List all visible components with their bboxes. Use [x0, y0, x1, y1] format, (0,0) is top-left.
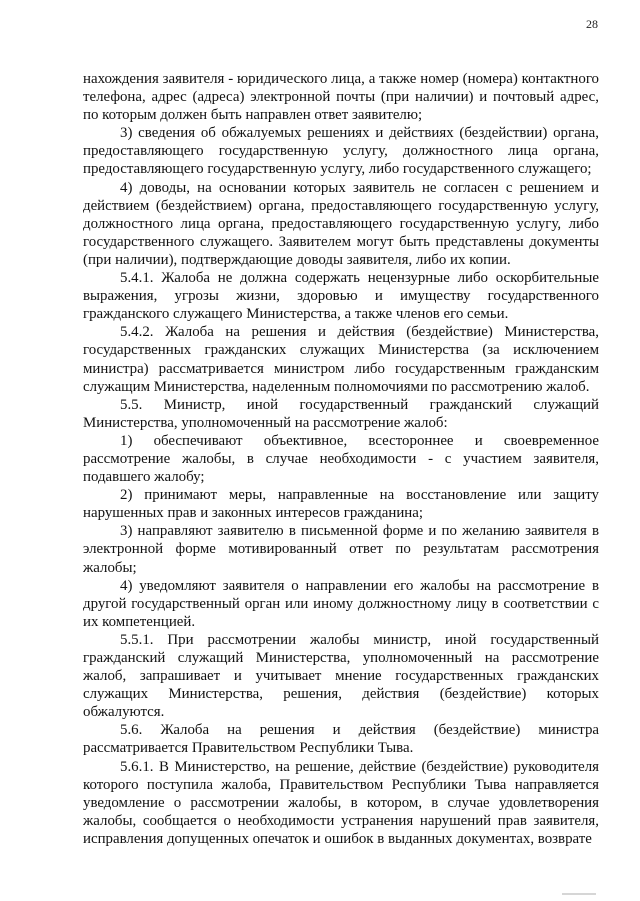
paragraph-5-4-1: 5.4.1. Жалоба не должна содержать нецензурные либо оскорбительные выражения, угрозы жизни, здоровью и имуществу государственного гражданского служащего Министерства, а также членов его семьи.	[83, 270, 599, 323]
paragraph-5-5-item-3: 3) направляют заявителю в письменной форме и по желанию заявителя в электронной форме мотивированный ответ по результатам рассмотрения жалобы;	[83, 523, 599, 576]
paragraph-continuation: нахождения заявителя - юридического лица, а также номер (номера) контактного телефона, адрес (адреса) электронной почты (при наличии) и почтовый адрес, по которым должен быть направлен ответ заявителю;	[83, 71, 599, 124]
scan-artifact	[562, 893, 596, 895]
paragraph-5-5-1: 5.5.1. При рассмотрении жалобы министр, иной государственный гражданский служащий Министерства, уполномоченный на рассмотрение жалоб, запрашивает и учитывает мнение государственных гражданских служащих Министерства, решения, действия (бездействие) которых обжалуются.	[83, 631, 599, 721]
paragraph-5-6-1: 5.6.1. В Министерство, на решение, действие (бездействие) руководителя которого поступила жалоба, Правительством Республики Тыва направляется уведомление о рассмотрении жалобы, в котором, в случае удовлетворения жалобы, сообщается о необходимости устранения нарушений прав заявителя, исправления допущенных опечаток и ошибок в выданных документах, возврате	[83, 758, 599, 847]
paragraph-5-5-item-1: 1) обеспечивают объективное, всестороннее и своевременное рассмотрение жалобы, в случае необходимости - с участием заявителя, подавшего жалобу;	[83, 432, 599, 486]
paragraph-5-5-item-4: 4) уведомляют заявителя о направлении его жалобы на рассмотрение в другой государственный орган или иному должностному лицу в соответствии с их компетенцией.	[83, 577, 599, 630]
paragraph-5-5-item-2: 2) принимают меры, направленные на восстановление или защиту нарушенных прав и законных интересов гражданина;	[83, 487, 599, 522]
page-number: 28	[586, 17, 598, 31]
document-body	[83, 70, 599, 848]
paragraph-item-4: 4) доводы, на основании которых заявитель не согласен с решением и действием (бездействием) органа, предоставляющего государственную услугу, должностного лица органа, предоставляющего государственную услугу, либо государственного служащего. Заявителем могут быть представлены документы (при наличии), подтверждающие доводы заявителя, либо их копии.	[83, 179, 599, 268]
paragraph-5-5: 5.5. Министр, иной государственный гражданский служащий Министерства, уполномоченный на рассмотрение жалоб:	[83, 396, 599, 431]
paragraph-5-6: 5.6. Жалоба на решения и действия (бездействие) министра рассматривается Правительством Республики Тыва.	[83, 722, 599, 757]
paragraph-5-4-2: 5.4.2. Жалоба на решения и действия (бездействие) Министерства, государственных гражданских служащих Министерства (за исключением министра) рассматривается министром либо государственным гражданским служащим Министерства, наделенным полномочиями по рассмотрению жалоб.	[83, 324, 599, 395]
paragraph-item-3: 3) сведения об обжалуемых решениях и действиях (бездействии) органа, предоставляющего государственную услугу, должностного лица органа, предоставляющего государственную услугу, либо государственного служащего;	[83, 125, 599, 178]
